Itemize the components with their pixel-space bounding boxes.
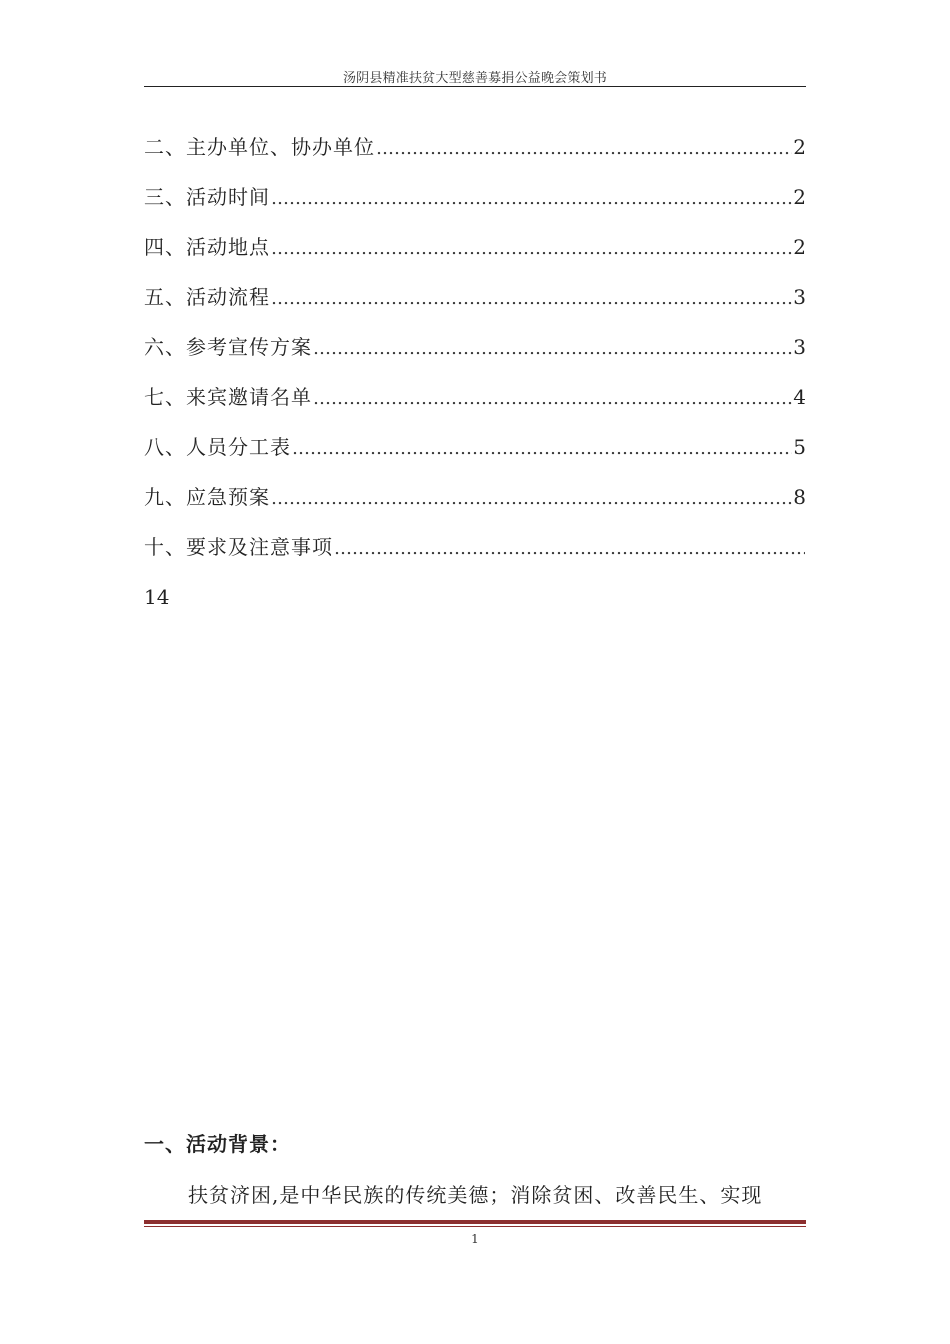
- toc-entry[interactable]: [144, 482, 806, 532]
- body-paragraph: 扶贫济困,是中华民族的传统美德；消除贫困、改善民生、实现: [188, 1183, 763, 1207]
- toc-entry-page: 2: [793, 135, 806, 159]
- toc-entry[interactable]: [144, 182, 806, 232]
- toc-dot-leader: [313, 334, 792, 364]
- toc-entry-page: 2: [793, 185, 806, 209]
- toc-dot-leader: [334, 534, 805, 564]
- page-number: 1: [471, 1232, 479, 1246]
- toc-entry[interactable]: [144, 132, 806, 182]
- toc-dot-leader: [376, 134, 792, 164]
- section-heading: 一、活动背景：: [144, 1132, 291, 1156]
- toc-dot-leader: [292, 434, 792, 464]
- toc-entry-label: 八、人员分工表: [144, 435, 291, 459]
- toc-entry-page: 8: [793, 485, 806, 509]
- footer-rule-thin: [144, 1226, 806, 1227]
- toc-dot-leader: [313, 384, 792, 414]
- toc-entry-label: 五、活动流程: [144, 285, 270, 309]
- toc-entry-page: 3: [793, 335, 806, 359]
- toc-entry-page-wrapped: 14: [144, 585, 170, 609]
- toc-entry-label: 十、要求及注意事项: [144, 535, 333, 559]
- toc-dot-leader: [271, 234, 792, 264]
- toc-entry-label: 六、参考宣传方案: [144, 335, 312, 359]
- toc-entry-label: 二、主办单位、协办单位: [144, 135, 375, 159]
- toc-entry[interactable]: [144, 432, 806, 482]
- toc-entry[interactable]: [144, 332, 806, 382]
- toc-dot-leader: [271, 184, 792, 214]
- running-header: 汤阴县精准扶贫大型慈善募捐公益晚会策划书: [342, 71, 607, 86]
- toc-entry-label: 四、活动地点: [144, 235, 270, 259]
- table-of-contents: [144, 132, 806, 632]
- toc-entry-page: 5: [793, 435, 806, 459]
- toc-entry-label: 七、来宾邀请名单: [144, 385, 312, 409]
- toc-dot-leader: [271, 484, 792, 514]
- footer-rule-thick: [144, 1220, 806, 1224]
- toc-entry-label: 九、应急预案: [144, 485, 270, 509]
- toc-entry[interactable]: [144, 232, 806, 282]
- toc-entry-page: 3: [793, 285, 806, 309]
- toc-entry-page: 2: [793, 235, 806, 259]
- toc-entry[interactable]: [144, 282, 806, 332]
- toc-entry[interactable]: [144, 532, 806, 582]
- toc-entry-label: 三、活动时间: [144, 185, 270, 209]
- toc-dot-leader: [271, 284, 792, 314]
- toc-entry[interactable]: [144, 382, 806, 432]
- header-rule: [144, 86, 806, 87]
- toc-entry-page: 4: [793, 385, 806, 409]
